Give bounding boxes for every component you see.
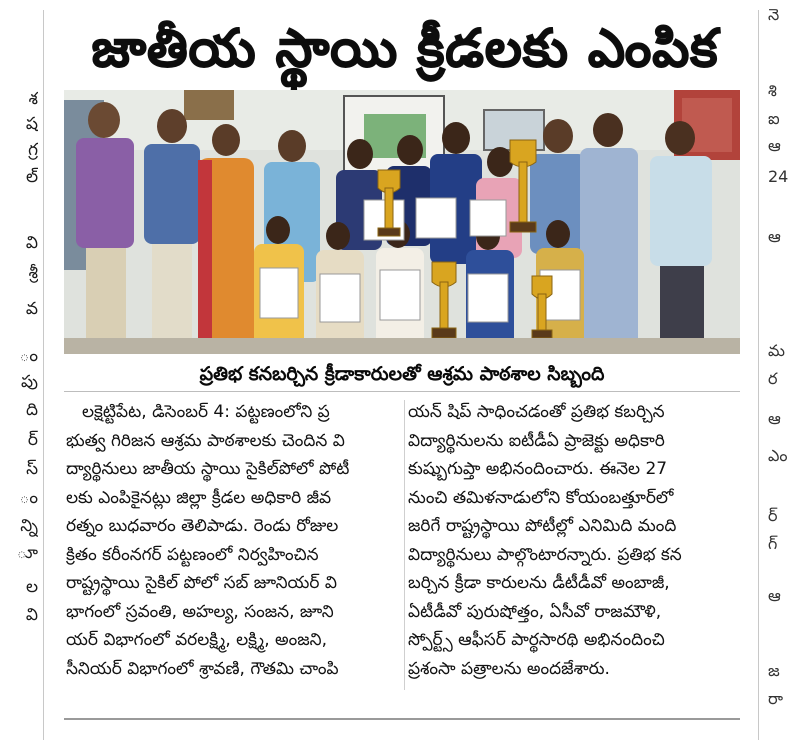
- right-fragment: ఎం: [768, 446, 788, 465]
- right-fragment: ర: [768, 369, 778, 388]
- right-fragment: 24: [768, 167, 789, 186]
- left-fragment: శ: [28, 89, 38, 109]
- article-end-rule: [64, 718, 740, 720]
- right-fragment: ర్: [768, 506, 778, 525]
- right-fragment: మ: [768, 341, 785, 360]
- article-line: భాగంలో స్రవంతి, అహల్య, సంజన, జూని: [66, 601, 334, 622]
- left-neighbor-column: [0, 0, 40, 746]
- left-fragment: ది: [25, 400, 38, 420]
- article-column-1: [66, 398, 402, 698]
- article-line: లకు ఎంపికైనట్లు జిల్లా క్రీడల అధికారి జీవ: [66, 487, 332, 508]
- right-fragment: శి: [768, 81, 777, 100]
- article-line: ద్యార్థినులు జాతీయ స్థాయి సైకిల్‌పోలో పోటీ: [66, 459, 350, 479]
- left-fragment: ల్: [25, 167, 38, 187]
- right-fragment: రా: [768, 689, 783, 708]
- right-fragment: గ్: [768, 534, 778, 553]
- left-fragment: పు: [21, 372, 38, 392]
- article-line: కుష్బుగుప్తా అభినందించారు. ఈనెల 27: [408, 459, 668, 479]
- right-fragment: ఆ: [768, 586, 781, 605]
- article-line: స్పోర్ట్స్ ఆఫీసర్ పార్థసారథి అభినందించి: [408, 630, 665, 650]
- left-fragment: వి: [25, 233, 38, 253]
- news-photo: [64, 90, 740, 354]
- right-fragment: ఆ: [768, 409, 781, 428]
- caption-divider: [64, 391, 740, 392]
- left-column-divider: [43, 10, 44, 740]
- photo-caption: ప్రతిభ కనబర్చిన క్రీడాకారులతో ఆశ్రమ పాఠశాల సిబ్బంది: [199, 363, 605, 385]
- left-fragment: శ్రీ: [28, 263, 38, 283]
- left-fragment: ం: [19, 488, 38, 508]
- right-fragment: జ: [768, 661, 780, 680]
- right-fragment: ఆ: [768, 227, 781, 246]
- right-fragment: ఆ: [768, 136, 781, 155]
- left-fragment: ూ: [16, 543, 38, 563]
- article-headline: జాతీయ స్థాయి క్రీడలకు ఎంపిక: [91, 19, 719, 79]
- article-line: నుంచి తమిళనాడులోని కోయంబత్తూర్‌లో: [408, 487, 674, 508]
- article-line: ప్రశంసా పత్రాలను అందజేశారు.: [408, 658, 610, 679]
- right-fragment: నె: [768, 5, 780, 24]
- right-neighbor-column: [762, 0, 800, 746]
- article-line: భుత్వ గిరిజన ఆశ్రమ పాఠశాలకు చెందిన వి: [66, 430, 345, 451]
- left-fragment: న్ని: [20, 516, 38, 536]
- article-line: విద్యార్థినులు పాల్గొంటారన్నారు. ప్రతిభ కన: [408, 544, 682, 565]
- left-fragment: ష: [25, 114, 38, 134]
- photo-illustration: [64, 90, 740, 354]
- article-column-divider: [404, 400, 405, 690]
- left-fragment: వి: [25, 605, 38, 625]
- article-line: యర్ విభాగంలో వరలక్ష్మి, లక్ష్మి, అంజని,: [66, 630, 327, 650]
- article-line: యన్ షిప్ సాధించడంతో ప్రతిభ కబర్చిన: [408, 402, 665, 422]
- left-fragment: ల: [25, 577, 38, 597]
- article-column-2: [408, 398, 744, 698]
- left-fragment: వ: [25, 299, 38, 319]
- left-fragment: ర్: [27, 430, 38, 450]
- right-fragment: ఐ: [768, 109, 780, 128]
- article-line: క్రితం కరీంనగర్ పట్టణంలో నిర్వహించిన: [66, 544, 319, 565]
- left-fragment: స్: [26, 459, 38, 479]
- right-column-divider: [758, 10, 759, 740]
- article-line: లక్షెట్టిపేట, డిసెంబర్ 4: పట్టణంలోని ప్ర: [82, 402, 330, 422]
- article-line: ఏటీడీవో పురుషోత్తం, ఏసీవో రాజమౌళి,: [408, 601, 662, 622]
- left-fragment: గ్ర: [28, 140, 38, 160]
- article-line: జరిగే రాష్ట్రస్థాయి పోటీల్లో ఎనిమిది మంది: [408, 516, 677, 536]
- article-line: రత్నం బుధవారం తెలిపాడు. రెండు రోజుల: [66, 516, 339, 536]
- article-line: రాష్ట్రస్థాయి సైకిల్ పోలో సబ్ జూనియర్ వి: [66, 573, 337, 593]
- article-line: సీనియర్ విభాగంలో శ్రావణి, గౌతమి చాంపి: [66, 658, 339, 679]
- article-line: బర్చిన క్రీడా కారులను డీటీడీవో అంబాజీ,: [408, 573, 670, 593]
- left-fragment: ం: [19, 346, 38, 366]
- article-line: విద్యార్థినులను ఐటీడీఏ ప్రాజెక్టు అధికారి: [408, 430, 665, 451]
